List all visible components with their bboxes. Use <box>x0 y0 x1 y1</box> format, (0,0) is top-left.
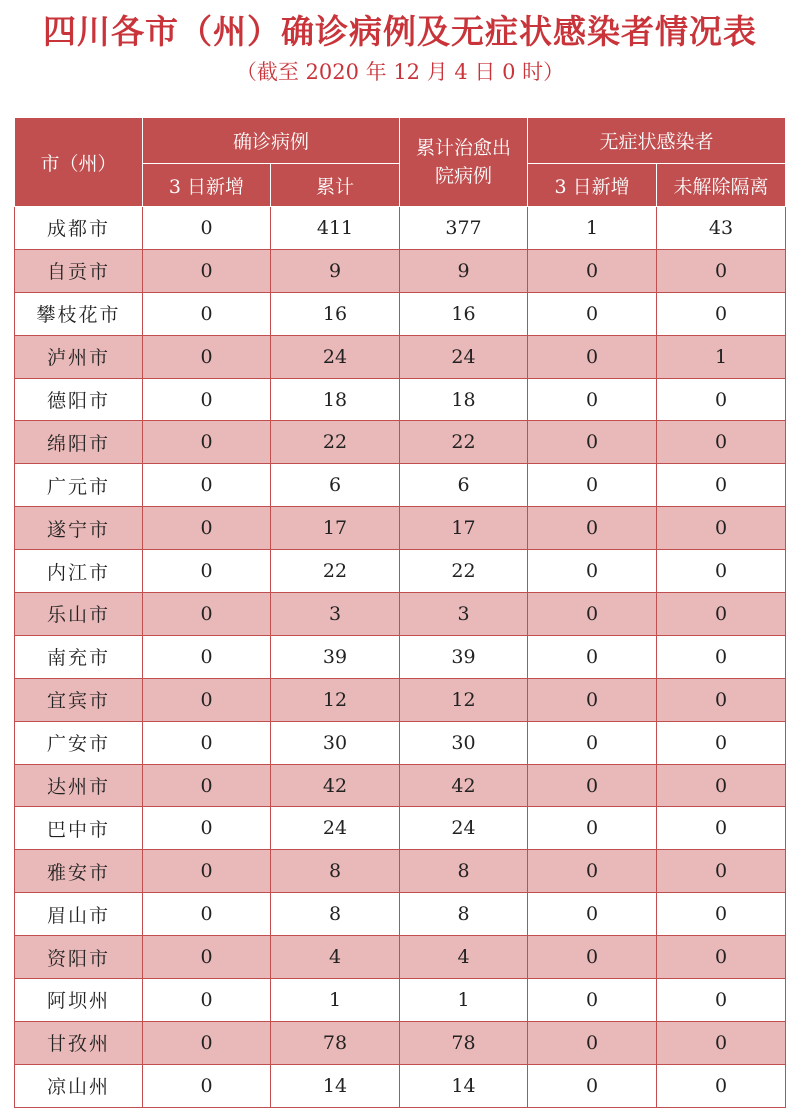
cell-asym-not-released: 0 <box>657 979 786 1022</box>
table-row <box>15 893 786 936</box>
header-asym-new-today: 3 日新增 <box>528 164 657 207</box>
cell-asym-not-released: 0 <box>657 850 786 893</box>
cell-asym-new: 0 <box>528 764 657 807</box>
cell-asym-not-released: 0 <box>657 593 786 636</box>
cell-new-today: 0 <box>143 1064 271 1107</box>
header-city: 市（州） <box>15 118 143 207</box>
cell-cumulative: 8 <box>271 850 400 893</box>
cell-asym-not-released: 0 <box>657 678 786 721</box>
header-asym-not-released: 未解除隔离 <box>657 164 786 207</box>
cell-new-today: 0 <box>143 807 271 850</box>
cell-cured: 78 <box>400 1021 528 1064</box>
cell-asym-not-released: 0 <box>657 550 786 593</box>
table-row <box>15 464 786 507</box>
cell-asym-new: 0 <box>528 292 657 335</box>
cell-new-today: 0 <box>143 464 271 507</box>
table-row <box>15 249 786 292</box>
table-row <box>15 207 786 250</box>
cell-asym-new: 1 <box>528 207 657 250</box>
cell-city: 遂宁市 <box>15 507 143 550</box>
cell-cured: 17 <box>400 507 528 550</box>
header-new-today: 3 日新增 <box>143 164 271 207</box>
cell-cumulative: 39 <box>271 635 400 678</box>
cell-asym-new: 0 <box>528 635 657 678</box>
cell-asym-new: 0 <box>528 850 657 893</box>
cell-asym-not-released: 0 <box>657 1021 786 1064</box>
cell-cured: 24 <box>400 335 528 378</box>
cell-asym-new: 0 <box>528 1021 657 1064</box>
cell-asym-new: 0 <box>528 807 657 850</box>
table-row <box>15 764 786 807</box>
cell-asym-new: 0 <box>528 507 657 550</box>
cell-new-today: 0 <box>143 850 271 893</box>
cell-new-today: 0 <box>143 249 271 292</box>
cell-cured: 24 <box>400 807 528 850</box>
cell-asym-not-released: 0 <box>657 936 786 979</box>
cell-cumulative: 9 <box>271 249 400 292</box>
cell-cured: 16 <box>400 292 528 335</box>
cell-cumulative: 17 <box>271 507 400 550</box>
table-row <box>15 335 786 378</box>
cell-city: 广安市 <box>15 721 143 764</box>
cell-city: 绵阳市 <box>15 421 143 464</box>
cell-cumulative: 18 <box>271 378 400 421</box>
cell-cured: 22 <box>400 421 528 464</box>
cell-asym-not-released: 0 <box>657 464 786 507</box>
cell-city: 攀枝花市 <box>15 292 143 335</box>
cell-city: 资阳市 <box>15 936 143 979</box>
header-cumulative: 累计 <box>271 164 400 207</box>
cell-cured: 30 <box>400 721 528 764</box>
cell-new-today: 0 <box>143 421 271 464</box>
cell-asym-new: 0 <box>528 721 657 764</box>
cell-asym-new: 0 <box>528 335 657 378</box>
cell-cured: 8 <box>400 850 528 893</box>
cell-new-today: 0 <box>143 893 271 936</box>
cell-new-today: 0 <box>143 507 271 550</box>
cell-cumulative: 3 <box>271 593 400 636</box>
table-row <box>15 550 786 593</box>
cell-new-today: 0 <box>143 207 271 250</box>
cell-asym-new: 0 <box>528 936 657 979</box>
cell-asym-not-released: 0 <box>657 893 786 936</box>
cell-asym-not-released: 0 <box>657 764 786 807</box>
cell-cured: 14 <box>400 1064 528 1107</box>
cell-city: 巴中市 <box>15 807 143 850</box>
cell-cumulative: 22 <box>271 421 400 464</box>
cell-city: 自贡市 <box>15 249 143 292</box>
table-row <box>15 850 786 893</box>
cell-cured: 9 <box>400 249 528 292</box>
cell-city: 广元市 <box>15 464 143 507</box>
cell-cumulative: 24 <box>271 335 400 378</box>
cell-city: 凉山州 <box>15 1064 143 1107</box>
cell-asym-not-released: 0 <box>657 635 786 678</box>
cell-city: 甘孜州 <box>15 1021 143 1064</box>
cell-cumulative: 411 <box>271 207 400 250</box>
cell-asym-not-released: 0 <box>657 378 786 421</box>
cell-asym-not-released: 1 <box>657 335 786 378</box>
table-row <box>15 1064 786 1107</box>
cell-asym-not-released: 0 <box>657 421 786 464</box>
cell-city: 泸州市 <box>15 335 143 378</box>
cell-cured: 42 <box>400 764 528 807</box>
table-row <box>15 507 786 550</box>
cell-new-today: 0 <box>143 936 271 979</box>
page-subtitle: （截至 2020 年 12 月 4 日 0 时） <box>235 60 565 84</box>
cell-cured: 1 <box>400 979 528 1022</box>
table-row <box>15 421 786 464</box>
cell-new-today: 0 <box>143 764 271 807</box>
cell-city: 宜宾市 <box>15 678 143 721</box>
cell-cumulative: 16 <box>271 292 400 335</box>
cell-city: 南充市 <box>15 635 143 678</box>
cell-asym-new: 0 <box>528 550 657 593</box>
cell-cured: 4 <box>400 936 528 979</box>
cell-new-today: 0 <box>143 292 271 335</box>
table-row <box>15 1021 786 1064</box>
cell-asym-not-released: 0 <box>657 249 786 292</box>
table-row <box>15 807 786 850</box>
cell-city: 内江市 <box>15 550 143 593</box>
cell-city: 眉山市 <box>15 893 143 936</box>
header-cured-line2: 院病例 <box>435 165 493 187</box>
cell-cured: 8 <box>400 893 528 936</box>
cell-cumulative: 6 <box>271 464 400 507</box>
cell-asym-new: 0 <box>528 464 657 507</box>
cell-asym-new: 0 <box>528 893 657 936</box>
cell-asym-not-released: 0 <box>657 507 786 550</box>
cell-asym-new: 0 <box>528 979 657 1022</box>
cell-new-today: 0 <box>143 721 271 764</box>
page-title: 四川各市（州）确诊病例及无症状感染者情况表 <box>43 12 757 51</box>
cell-city: 成都市 <box>15 207 143 250</box>
cell-cured: 3 <box>400 593 528 636</box>
table-row <box>15 678 786 721</box>
cell-asym-new: 0 <box>528 593 657 636</box>
cell-asym-not-released: 0 <box>657 721 786 764</box>
cell-cured: 12 <box>400 678 528 721</box>
cell-cumulative: 12 <box>271 678 400 721</box>
cell-cured: 18 <box>400 378 528 421</box>
cell-new-today: 0 <box>143 593 271 636</box>
cell-asym-not-released: 0 <box>657 807 786 850</box>
header-cured <box>400 118 528 207</box>
cell-new-today: 0 <box>143 550 271 593</box>
cell-cumulative: 4 <box>271 936 400 979</box>
cell-asym-new: 0 <box>528 378 657 421</box>
cell-cumulative: 1 <box>271 979 400 1022</box>
cell-city: 雅安市 <box>15 850 143 893</box>
cell-cured: 6 <box>400 464 528 507</box>
cell-asym-not-released: 43 <box>657 207 786 250</box>
cell-new-today: 0 <box>143 378 271 421</box>
cell-asym-not-released: 0 <box>657 292 786 335</box>
case-table <box>14 117 786 1108</box>
table-row <box>15 936 786 979</box>
table-row <box>15 721 786 764</box>
cell-asym-not-released: 0 <box>657 1064 786 1107</box>
cell-cumulative: 8 <box>271 893 400 936</box>
table-row <box>15 635 786 678</box>
table-row <box>15 378 786 421</box>
table-row <box>15 593 786 636</box>
cell-cumulative: 22 <box>271 550 400 593</box>
table-body <box>15 207 786 1108</box>
cell-new-today: 0 <box>143 635 271 678</box>
table-row <box>15 979 786 1022</box>
cell-new-today: 0 <box>143 1021 271 1064</box>
cell-cumulative: 30 <box>271 721 400 764</box>
cell-cured: 39 <box>400 635 528 678</box>
cell-asym-new: 0 <box>528 421 657 464</box>
cell-asym-new: 0 <box>528 249 657 292</box>
cell-city: 乐山市 <box>15 593 143 636</box>
cell-cured: 377 <box>400 207 528 250</box>
cell-cumulative: 14 <box>271 1064 400 1107</box>
cell-cured: 22 <box>400 550 528 593</box>
header-confirmed-group: 确诊病例 <box>143 118 400 164</box>
cell-city: 阿坝州 <box>15 979 143 1022</box>
cell-asym-new: 0 <box>528 678 657 721</box>
cell-asym-new: 0 <box>528 1064 657 1107</box>
cell-new-today: 0 <box>143 979 271 1022</box>
cell-new-today: 0 <box>143 335 271 378</box>
header-cured-line1: 累计治愈出 <box>416 137 512 159</box>
cell-cumulative: 42 <box>271 764 400 807</box>
cell-city: 德阳市 <box>15 378 143 421</box>
cell-cumulative: 24 <box>271 807 400 850</box>
header-asymptomatic-group: 无症状感染者 <box>528 118 786 164</box>
cell-city: 达州市 <box>15 764 143 807</box>
cell-cumulative: 78 <box>271 1021 400 1064</box>
table-row <box>15 292 786 335</box>
cell-new-today: 0 <box>143 678 271 721</box>
